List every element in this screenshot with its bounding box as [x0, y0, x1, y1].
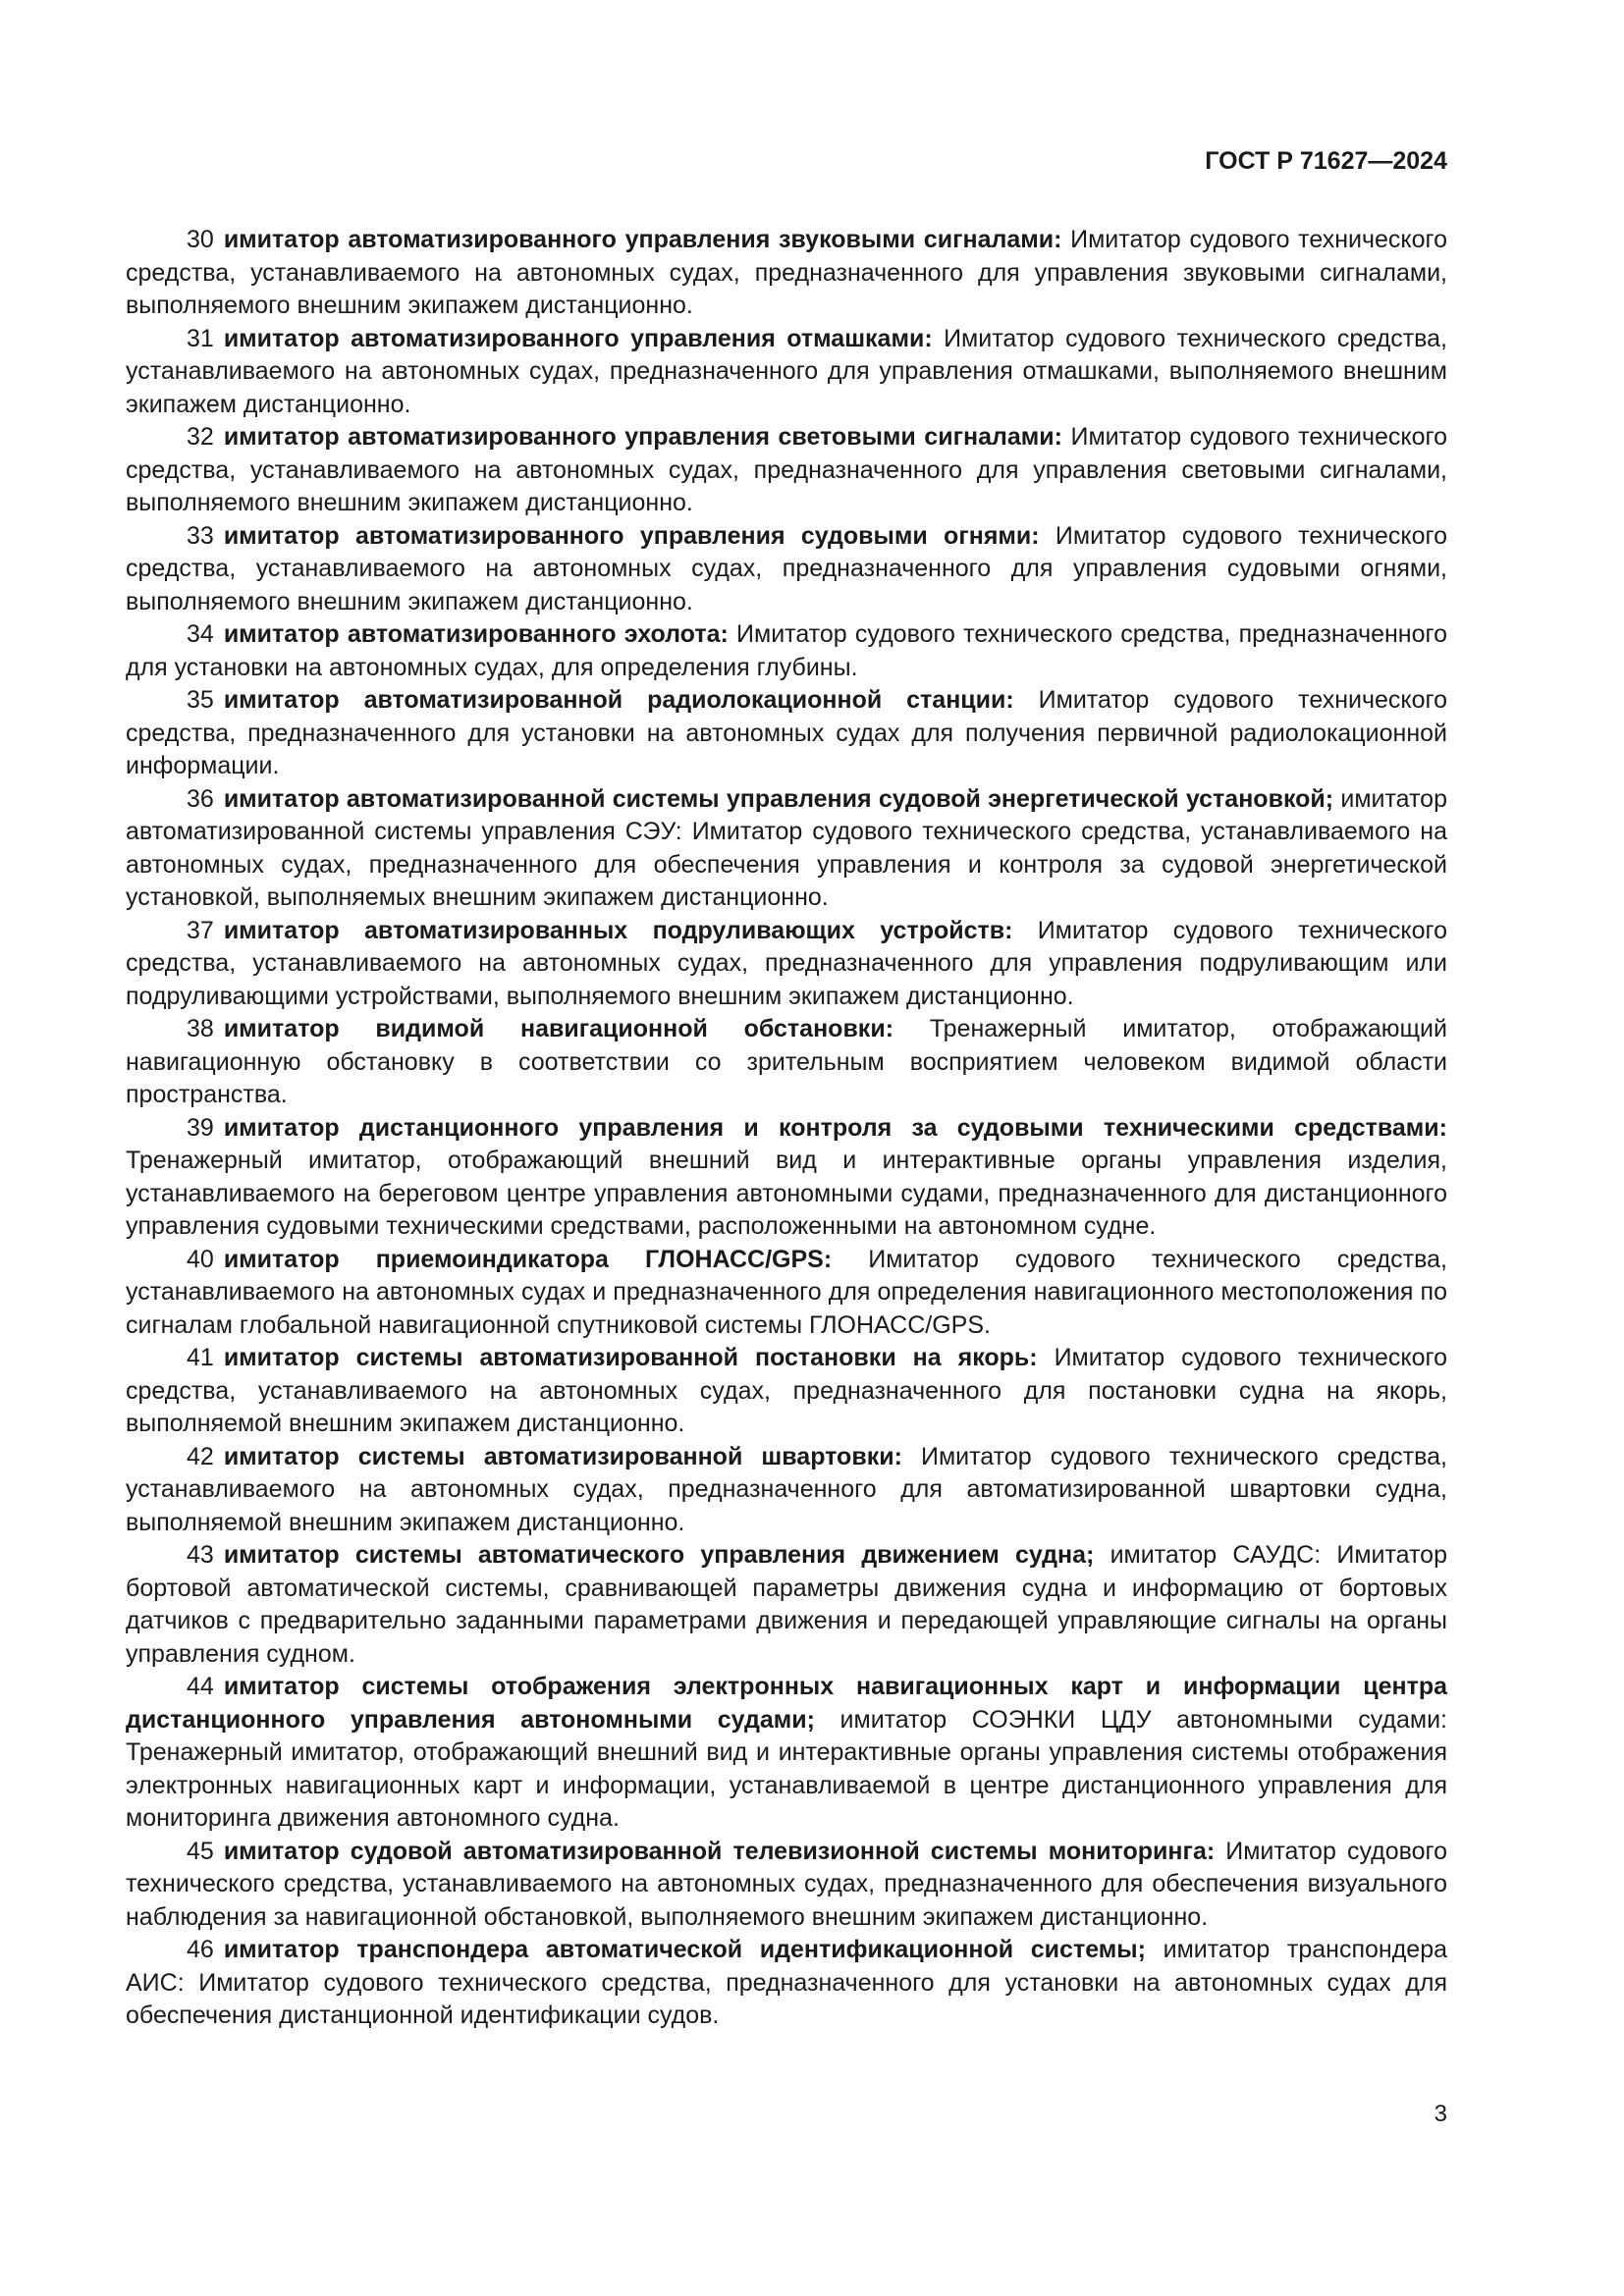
entry-definition: Имитатор судового технического средства, устанавливаемого на автономных судах, предназначенного для автоматизированной швартовки судна, выполняемой внешним экипажем дистанционно. [126, 1442, 1447, 1536]
entry-term: имитатор системы автоматизированной швартовки: [223, 1442, 902, 1470]
entry-term: имитатор системы автоматического управления движением судна; [223, 1541, 1095, 1569]
entry-number: 44 [187, 1673, 214, 1700]
entry-definition: Тренажерный имитатор, отображающий навигационную обстановку в соответствии со зрительным восприятием человеком видимой области пространства. [126, 1015, 1447, 1108]
entry-term: имитатор дистанционного управления и контроля за судовыми техническими средствами: [223, 1113, 1447, 1142]
term-entry-43 [126, 1539, 1447, 1671]
entry-term: имитатор автоматизированной системы управления судовой энергетической установкой; [223, 784, 1334, 813]
entry-term: имитатор автоматизированного управления звуковыми сигналами: [223, 226, 1062, 253]
entry-term: имитатор видимой навигационной обстановки: [223, 1015, 894, 1042]
entry-number: 38 [187, 1015, 214, 1042]
entry-number: 32 [187, 423, 214, 451]
term-entry-32 [126, 421, 1447, 520]
entry-definition: имитатор САУДС: Имитатор бортовой автоматической системы, сравнивающей параметры движения судна и информацию от бортовых датчиков с предварительно заданными параметрами движения и передающей управляющие сигналы на органы управления судном. [126, 1541, 1447, 1668]
entry-definition: имитатор СОЭНКИ ЦДУ автономными судами: Тренажерный имитатор, отображающий внешний вид и интерактивные органы управления системы отображения электронных навигационных карт и информации, устанавливаемой в центре дистанционного управления для мониторинга движения автономного судна. [126, 1705, 1447, 1832]
entry-definition: имитатор транспондера АИС: Имитатор судового технического средства, предназначенного для установки на автономных судах для обеспечения дистанционной идентификации судов. [126, 1936, 1448, 2029]
entry-definition: Тренажерный имитатор, отображающий внешний вид и интерактивные органы управления изделия, устанавливаемого на береговом центре управления автономными судами, предназначенного для дистанционного управления судовыми техническими средствами, расположенными на автономном судне. [126, 1147, 1447, 1240]
entry-number: 39 [187, 1113, 214, 1142]
entry-number: 34 [187, 620, 214, 648]
entry-number: 41 [187, 1344, 214, 1371]
entry-number: 42 [187, 1442, 214, 1470]
entry-definition: Имитатор судового технического средства, предназначенного для установки на автономных судах, для определения глубины. [126, 620, 1447, 681]
entry-number: 46 [187, 1936, 214, 1963]
entry-term: имитатор автоматизированной радиолокационной станции: [223, 686, 1014, 714]
term-entry-44 [126, 1671, 1447, 1836]
terms-list [126, 224, 1447, 2033]
entry-definition: Имитатор судового технического средства, устанавливаемого на автономных судах, предназначенного для управления световыми сигналами, выполняемого внешним экипажем дистанционно. [126, 423, 1447, 516]
entry-number: 40 [187, 1245, 214, 1273]
entry-definition: Имитатор судового технического средства, предназначенного для установки на автономных судах для получения первичной радиолокационной информации. [126, 686, 1447, 779]
entry-definition: Имитатор судового технического средства, устанавливаемого на автономных судах, предназначенного для постановки судна на якорь, выполняемой внешним экипажем дистанционно. [126, 1344, 1447, 1437]
term-entry-31 [126, 323, 1447, 422]
entry-definition: имитатор автоматизированной системы управления СЭУ: Имитатор судового технического средства, устанавливаемого на автономных судах, предназначенного для обеспечения управления и контроля за судовой энергетической установкой, выполняемых внешним экипажем дистанционно. [126, 784, 1447, 911]
term-entry-33 [126, 520, 1447, 619]
term-entry-36 [126, 783, 1447, 915]
page-number: 3 [1434, 2101, 1447, 2127]
entry-definition: Имитатор судового технического средства, устанавливаемого на автономных судах, предназначенного для управления звуковыми сигналами, выполняемого внешним экипажем дистанционно. [126, 226, 1447, 319]
entry-term: имитатор автоматизированных подруливающих устройств: [223, 916, 1013, 944]
entry-number: 30 [187, 226, 214, 253]
term-entry-30 [126, 224, 1447, 323]
entry-term: имитатор автоматизированного управления судовыми огнями: [223, 521, 1040, 550]
term-entry-38 [126, 1013, 1447, 1112]
entry-number: 37 [187, 916, 214, 944]
term-entry-34 [126, 618, 1447, 684]
document-id: ГОСТ Р 71627—2024 [1205, 147, 1447, 175]
entry-term: имитатор системы автоматизированной постановки на якорь: [223, 1344, 1038, 1371]
term-entry-37 [126, 915, 1447, 1014]
term-entry-35 [126, 684, 1447, 783]
entry-number: 35 [187, 686, 214, 714]
entry-definition: Имитатор судового технического средства, устанавливаемого на автономных судах и предназначенного для определения навигационного местоположения по сигналам глобальной навигационной спутниковой системы ГЛОНАСС/GPS. [126, 1245, 1447, 1339]
term-entry-46 [126, 1934, 1447, 2033]
entry-number: 33 [187, 521, 214, 550]
entry-definition: Имитатор судового технического средства, устанавливаемого на автономных судах, предназначенного для управления судовыми огнями, выполняемого внешним экипажем дистанционно. [126, 521, 1447, 615]
entry-term: имитатор системы отображения электронных навигационных карт и информации центра дистанционного управления автономными судами; [126, 1673, 1447, 1734]
entry-term: имитатор транспондера автоматической идентификационной системы; [223, 1936, 1146, 1963]
term-entry-41 [126, 1342, 1447, 1441]
term-entry-39 [126, 1112, 1447, 1244]
term-entry-42 [126, 1441, 1447, 1540]
entry-term: имитатор приемоиндикатора ГЛОНАСС/GPS: [223, 1245, 833, 1273]
entry-definition: Имитатор судового технического средства, устанавливаемого на автономных судах, предназначенного для обеспечения визуального наблюдения за навигационной обстановкой, выполняемого внешним экипажем дистанционно. [126, 1837, 1447, 1931]
entry-number: 36 [187, 784, 214, 813]
entry-number: 31 [187, 324, 214, 352]
term-entry-45 [126, 1836, 1447, 1935]
entry-term: имитатор автоматизированного управления световыми сигналами: [223, 423, 1062, 451]
entry-term: имитатор автоматизированного управления отмашками: [223, 324, 933, 352]
entry-number: 43 [187, 1541, 214, 1569]
entry-definition: Имитатор судового технического средства, устанавливаемого на автономных судах, предназначенного для управления подруливающим или подруливающими устройствами, выполняемого внешним экипажем дистанционно. [126, 916, 1447, 1010]
entry-definition: Имитатор судового технического средства, устанавливаемого на автономных судах, предназначенного для управления отмашками, выполняемого внешним экипажем дистанционно. [126, 324, 1447, 418]
term-entry-40 [126, 1244, 1447, 1343]
entry-term: имитатор автоматизированного эхолота: [223, 620, 729, 648]
entry-number: 45 [187, 1837, 214, 1865]
entry-term: имитатор судовой автоматизированной телевизионной системы мониторинга: [223, 1837, 1216, 1865]
